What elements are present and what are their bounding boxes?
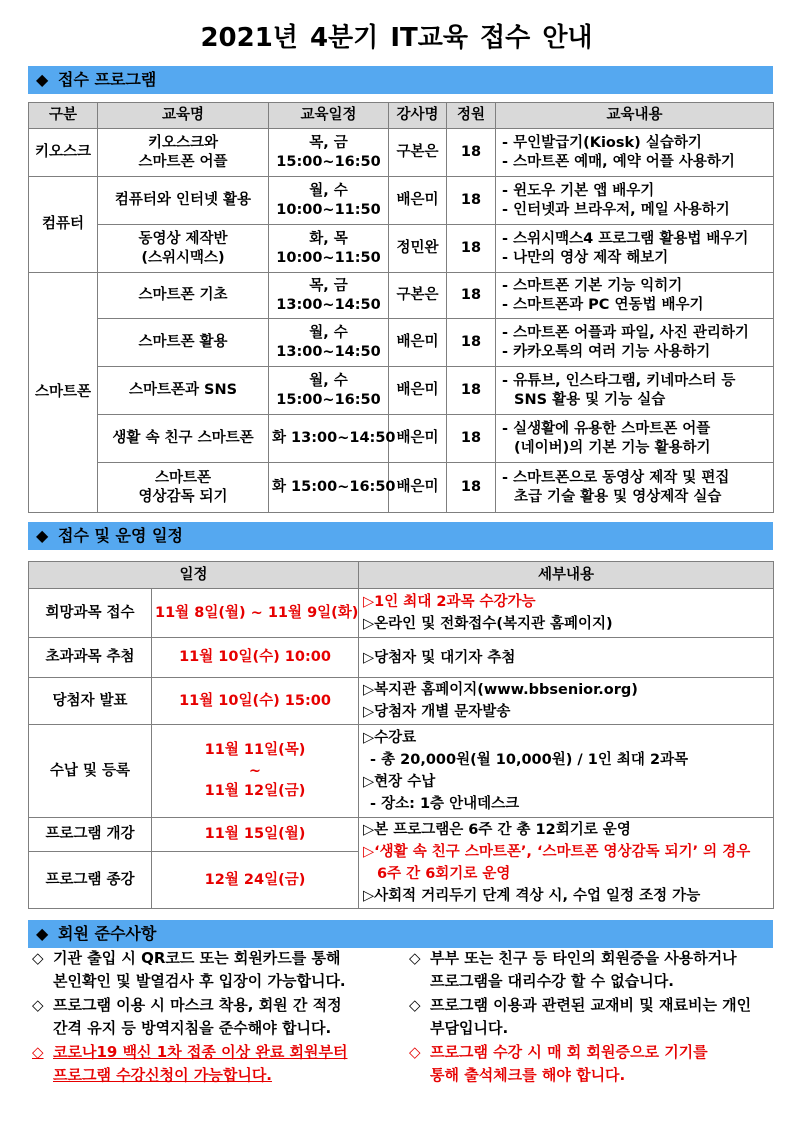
schedule-line: 화, 목 xyxy=(309,230,348,247)
date-cell xyxy=(152,852,359,909)
hollow-diamond-icon: ◇ xyxy=(409,949,421,967)
header-category: 구분 xyxy=(29,103,98,129)
date-line: 11월 12일(금) xyxy=(204,783,306,800)
content-line: - 무인발급기(Kiosk) 실습하기 xyxy=(502,134,702,151)
content-line: SNS 활용 및 기능 실습 xyxy=(514,391,666,408)
table-row xyxy=(29,463,774,513)
course-name-line: 키오스크와 xyxy=(147,134,219,151)
course-name-cell xyxy=(98,129,269,177)
content-line: - 실생활에 유용한 스마트폰 어플 xyxy=(502,420,711,437)
content-line: - 스마트폰과 PC 연동법 배우기 xyxy=(502,296,704,313)
rule-line: 통해 출석체크를 해야 합니다. xyxy=(430,1066,626,1085)
course-name-line: 스마트폰 xyxy=(154,469,212,486)
program-table xyxy=(28,102,774,513)
instructor-cell: 정민완 xyxy=(389,225,447,273)
schedule-line: 월, 수 xyxy=(309,372,348,389)
capacity-cell: 18 xyxy=(447,463,496,513)
course-name-cell xyxy=(98,319,269,367)
hollow-diamond-icon: ◇ xyxy=(409,995,421,1014)
rule-line xyxy=(32,994,348,1017)
table-row xyxy=(29,129,774,177)
date-cell xyxy=(152,725,359,818)
schedule-cell xyxy=(269,367,389,415)
details-line: ▷당첨자 및 대기자 추첨 xyxy=(363,649,516,666)
rule-line: 부담입니다. xyxy=(430,1019,509,1038)
content-line: (네이버)의 기본 기능 활용하기 xyxy=(514,439,711,456)
rule-line xyxy=(32,947,348,970)
section-heading: 접수 및 운영 일정 xyxy=(58,526,183,545)
details-line: - 총 20,000원(월 10,000원) / 1인 최대 2과목 xyxy=(370,752,689,768)
header-course-name: 교육명 xyxy=(98,103,269,129)
table-row xyxy=(29,638,774,678)
course-name-line: (스위시맥스) xyxy=(141,249,225,266)
details-line: ▷당첨자 개별 문자발송 xyxy=(363,704,511,720)
date-cell xyxy=(152,589,359,638)
schedule-cell xyxy=(269,415,396,463)
details-line: ▷‘생활 속 친구 스마트폰’, ‘스마트폰 영상감독 되기’ 의 경우 xyxy=(363,844,751,860)
rule-text: 프로그램 이용 시 마스크 착용, 회원 간 적정 xyxy=(53,995,342,1014)
table-row xyxy=(29,273,774,319)
schedule-cell xyxy=(269,463,396,513)
content-cell xyxy=(496,463,774,513)
capacity-cell: 18 xyxy=(447,129,496,177)
date-cell xyxy=(152,818,359,852)
table-row xyxy=(29,177,774,225)
content-line: - 카카오톡의 여러 기능 사용하기 xyxy=(502,343,711,360)
section-bar-rules xyxy=(28,920,773,948)
header-content: 교육내용 xyxy=(496,103,774,129)
details-line: ▷수강료 xyxy=(363,730,417,746)
content-line: - 스마트폰으로 동영상 제작 및 편집 xyxy=(502,469,730,486)
course-name-line: 컴퓨터와 인터넷 활용 xyxy=(114,192,252,208)
details-cell xyxy=(359,589,774,638)
details-line: ▷온라인 및 전화접수(복지관 홈페이지) xyxy=(363,616,613,632)
date-line: 11월 8일(월) ~ 11월 9일(화) xyxy=(155,604,359,621)
schedule-table-header-row xyxy=(29,562,774,589)
stage-label-cell: 수납 및 등록 xyxy=(29,725,152,818)
details-cell xyxy=(359,818,774,909)
diamond-bullet-icon: ◆ xyxy=(36,70,49,89)
rules-column-right xyxy=(409,947,751,1087)
rule-line xyxy=(409,1041,751,1064)
schedule-line: 화 13:00~14:50 xyxy=(272,430,396,446)
rule-text: 프로그램 수강 시 매 회 회원증으로 기기를 xyxy=(430,1042,708,1061)
details-line: ▷1인 최대 2과목 수강가능 xyxy=(363,594,536,610)
content-cell xyxy=(496,129,774,177)
rules-column-left xyxy=(32,947,348,1087)
date-line: 11월 10일(수) 15:00 xyxy=(179,692,331,709)
details-cell xyxy=(359,638,774,678)
table-row xyxy=(29,415,774,463)
schedule-line: 10:00~11:50 xyxy=(276,249,381,266)
content-line: - 윈도우 기본 앱 배우기 xyxy=(502,182,655,199)
table-row xyxy=(29,818,774,852)
content-line: - 인터넷과 브라우저, 메일 사용하기 xyxy=(502,201,730,218)
table-row xyxy=(29,589,774,638)
category-cell: 스마트폰 xyxy=(29,273,98,513)
details-line: ▷사회적 거리두기 단계 격상 시, 수업 일정 조정 가능 xyxy=(363,888,701,904)
schedule-line: 13:00~14:50 xyxy=(276,343,381,360)
capacity-cell: 18 xyxy=(447,415,496,463)
details-line: ▷본 프로그램은 6주 간 총 12회기로 운영 xyxy=(363,822,631,838)
details-cell xyxy=(359,678,774,725)
schedule-cell xyxy=(269,319,389,367)
stage-label-cell: 프로그램 개강 xyxy=(29,818,152,852)
course-name-cell xyxy=(98,273,269,319)
stage-label-cell: 프로그램 종강 xyxy=(29,852,152,909)
program-table-header-row xyxy=(29,103,774,129)
content-line: - 스마트폰 예매, 예약 어플 사용하기 xyxy=(502,153,735,170)
rule-text: 코로나19 백신 1차 접종 이상 완료 회원부터 xyxy=(53,1042,348,1061)
rule-line xyxy=(409,994,751,1017)
schedule-line: 13:00~14:50 xyxy=(276,296,381,313)
content-line: - 스위시맥스4 프로그램 활용법 배우기 xyxy=(502,230,749,247)
content-line: - 스마트폰 기본 기능 익히기 xyxy=(502,277,683,294)
date-line: ~ xyxy=(248,762,262,779)
rule-line: 간격 유지 등 방역지침을 준수해야 합니다. xyxy=(53,1019,332,1038)
course-name-line: 동영상 제작반 xyxy=(138,230,228,247)
schedule-line: 화 15:00~16:50 xyxy=(272,479,396,495)
rule-text: 프로그램 이용과 관련된 교재비 및 재료비는 개인 xyxy=(430,995,752,1014)
stage-label-cell: 당첨자 발표 xyxy=(29,678,152,725)
header-schedule: 교육일정 xyxy=(269,103,389,129)
date-line: 12월 24일(금) xyxy=(204,871,306,888)
rule-line xyxy=(32,1041,348,1064)
stage-label-cell: 희망과목 접수 xyxy=(29,589,152,638)
rule-item-highlighted xyxy=(32,1041,348,1088)
capacity-cell: 18 xyxy=(447,319,496,367)
rule-line: 본인확인 및 발열검사 후 입장이 가능합니다. xyxy=(53,972,346,991)
hollow-diamond-icon: ◇ xyxy=(32,949,44,967)
course-name-cell xyxy=(98,415,269,463)
schedule-line: 월, 수 xyxy=(309,182,348,199)
hollow-diamond-icon: ◇ xyxy=(409,1042,421,1061)
stage-label-cell: 초과과목 추첨 xyxy=(29,638,152,678)
category-cell: 컴퓨터 xyxy=(29,177,98,273)
schedule-line: 15:00~16:50 xyxy=(276,153,381,170)
schedule-cell xyxy=(269,129,389,177)
details-line: ▷복지관 홈페이지(www.bbsenior.org) xyxy=(363,682,638,698)
capacity-cell: 18 xyxy=(447,177,496,225)
schedule-table xyxy=(28,561,774,909)
diamond-bullet-icon: ◆ xyxy=(36,924,49,943)
course-name-line: 스마트폰 기초 xyxy=(138,287,228,303)
page-title: 2021년 4분기 IT교육 접수 안내 xyxy=(200,23,593,53)
rule-item xyxy=(32,994,348,1041)
table-row xyxy=(29,225,774,273)
content-line: - 스마트폰 어플과 파일, 사진 관리하기 xyxy=(502,324,749,341)
content-line: - 나만의 영상 제작 해보기 xyxy=(502,249,669,266)
section-bar-schedule xyxy=(28,522,773,550)
table-row xyxy=(29,367,774,415)
date-line: 11월 10일(수) 10:00 xyxy=(179,649,331,665)
instructor-cell: 구본은 xyxy=(389,273,447,319)
rule-item xyxy=(409,994,751,1041)
content-line: 초급 기술 활용 및 영상제작 실습 xyxy=(514,488,722,505)
schedule-line: 목, 금 xyxy=(309,277,348,294)
rule-item-highlighted xyxy=(409,1041,751,1088)
header-instructor: 강사명 xyxy=(389,103,447,129)
schedule-cell xyxy=(269,273,389,319)
schedule-cell xyxy=(269,225,389,273)
capacity-cell: 18 xyxy=(447,367,496,415)
course-name-line: 스마트폰과 SNS xyxy=(128,382,238,398)
content-line: - 유튜브, 인스타그램, 키네마스터 등 xyxy=(502,372,736,389)
content-cell xyxy=(496,177,774,225)
date-line: 11월 15일(월) xyxy=(204,826,306,842)
details-line: - 장소: 1층 안내데스크 xyxy=(370,796,520,812)
header-schedule: 일정 xyxy=(29,562,359,589)
rule-line xyxy=(409,947,751,970)
instructor-cell: 배은미 xyxy=(389,463,447,513)
hollow-diamond-icon: ◇ xyxy=(32,995,44,1014)
header-details: 세부내용 xyxy=(359,562,774,589)
rule-item xyxy=(32,947,348,994)
category-cell: 키오스크 xyxy=(29,129,98,177)
date-line: 11월 11일(목) xyxy=(204,742,306,759)
capacity-cell: 18 xyxy=(447,225,496,273)
content-cell xyxy=(496,319,774,367)
course-name-line: 영상감독 되기 xyxy=(138,488,228,505)
course-name-cell xyxy=(98,367,269,415)
rule-line: 프로그램을 대리수강 할 수 없습니다. xyxy=(430,972,674,991)
hollow-diamond-icon: ◇ xyxy=(32,1042,44,1061)
schedule-line: 목, 금 xyxy=(309,134,348,151)
content-cell xyxy=(496,225,774,273)
schedule-line: 10:00~11:50 xyxy=(276,201,381,218)
details-line: ▷현장 수납 xyxy=(363,774,436,790)
course-name-line: 스마트폰 활용 xyxy=(138,334,228,350)
table-row xyxy=(29,725,774,818)
instructor-cell: 구본은 xyxy=(389,129,447,177)
course-name-line: 스마트폰 어플 xyxy=(138,153,228,170)
rule-item xyxy=(409,947,751,994)
capacity-cell: 18 xyxy=(447,273,496,319)
section-heading: 접수 프로그램 xyxy=(58,70,157,89)
instructor-cell: 배은미 xyxy=(389,319,447,367)
course-name-cell xyxy=(98,177,269,225)
schedule-cell xyxy=(269,177,389,225)
course-name-line: 생활 속 친구 스마트폰 xyxy=(112,430,254,446)
schedule-line: 월, 수 xyxy=(309,324,348,341)
course-name-cell xyxy=(98,463,269,513)
table-row xyxy=(29,319,774,367)
content-cell xyxy=(496,273,774,319)
content-cell xyxy=(496,367,774,415)
rule-line: 프로그램 수강신청이 가능합니다. xyxy=(53,1066,273,1085)
instructor-cell: 배은미 xyxy=(389,415,447,463)
instructor-cell: 배은미 xyxy=(389,177,447,225)
diamond-bullet-icon: ◆ xyxy=(36,526,49,545)
course-name-cell xyxy=(98,225,269,273)
header-capacity: 정원 xyxy=(447,103,496,129)
section-heading: 회원 준수사항 xyxy=(58,924,157,943)
details-line: 6주 간 6회기로 운영 xyxy=(377,866,511,882)
content-cell xyxy=(496,415,774,463)
date-cell xyxy=(152,678,359,725)
table-row xyxy=(29,678,774,725)
rule-text: 부부 또는 친구 등 타인의 회원증을 사용하거나 xyxy=(430,949,737,967)
rule-text: 기관 출입 시 QR코드 또는 회원카드를 통해 xyxy=(53,949,341,967)
schedule-line: 15:00~16:50 xyxy=(276,391,381,408)
section-bar-programs xyxy=(28,66,773,94)
details-cell xyxy=(359,725,774,818)
instructor-cell: 배은미 xyxy=(389,367,447,415)
date-cell xyxy=(152,638,359,678)
